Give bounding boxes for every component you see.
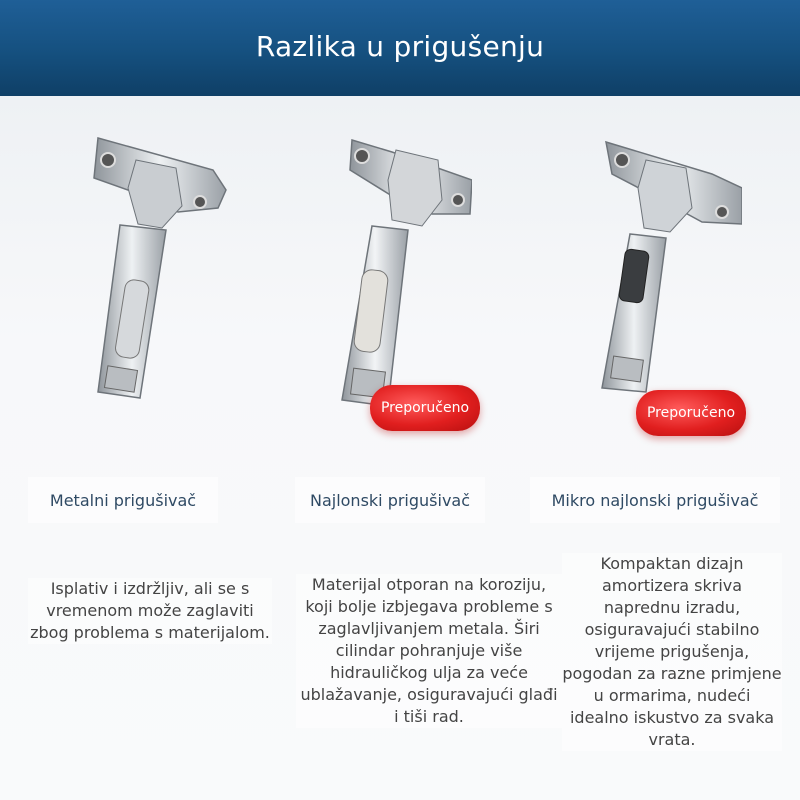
product-image-nylon-damper: [292, 130, 472, 410]
product-image-metal-damper: [58, 130, 238, 410]
product-label-nylon-damper: Najlonski prigušivač: [295, 477, 485, 523]
hinge-illustration: [292, 130, 472, 410]
recommended-badge: Preporučeno: [636, 390, 746, 436]
product-label-micro-nylon-damper: Mikro najlonski prigušivač: [530, 477, 780, 523]
page-title: Razlika u prigušenju: [255, 29, 545, 63]
product-image-micro-nylon-damper: [562, 130, 742, 410]
product-label-metal-damper: Metalni prigušivač: [28, 477, 218, 523]
hinge-illustration: [562, 130, 742, 410]
hinge-illustration: [58, 130, 238, 410]
header-banner: [0, 0, 800, 96]
product-description-metal-damper: Isplativ i izdržljiv, ali se s vremenom može zaglaviti zbog problema s materijalom.: [28, 578, 272, 644]
product-description-nylon-damper: Materijal otporan na koroziju, koji bolje izbjegava probleme s zaglavljivanjem metala. Širi cilindar pohranjuje više hidrauličkog ulja za veće ublažavanje, osiguravajući glađi i tiši rad.: [296, 574, 562, 728]
recommended-badge: Preporučeno: [370, 385, 480, 431]
product-description-micro-nylon-damper: Kompaktan dizajn amortizera skriva naprednu izradu, osiguravajući stabilno vrijeme prigušenja, pogodan za razne primjene u ormarima, nudeći idealno iskustvo za svaka vrata.: [562, 554, 782, 749]
